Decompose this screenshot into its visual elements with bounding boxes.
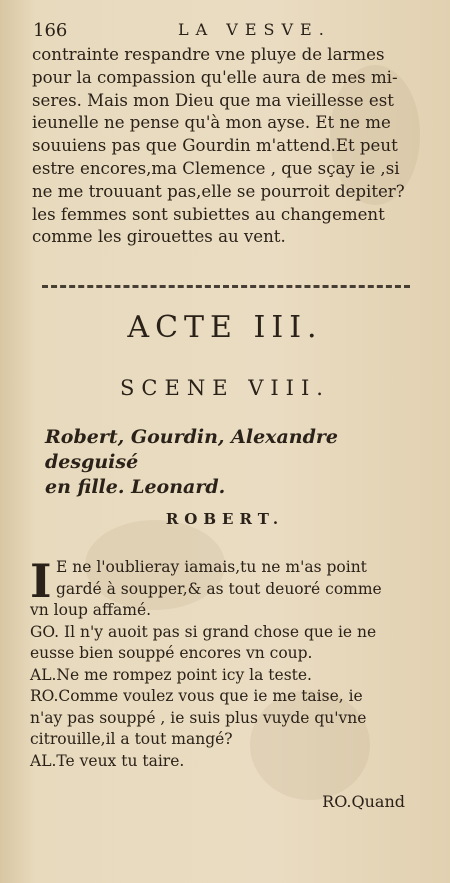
prose-line: les femmes sont subiettes au changement bbox=[32, 204, 385, 224]
opening-lines bbox=[30, 557, 425, 600]
prose-line: pour la compassion qu'elle aura de mes mi- bbox=[32, 67, 398, 87]
prose-line: ieunelle ne pense qu'à mon ayse. Et ne me bbox=[32, 113, 391, 133]
prose-line: seres. Mais mon Dieu que ma vieillesse est bbox=[32, 90, 394, 110]
cast-list bbox=[45, 425, 405, 500]
prose-line: contrainte respandre vne pluye de larmes bbox=[32, 45, 385, 64]
speaker-heading: ROBERT. bbox=[165, 510, 285, 528]
dialogue-line: RO.Comme voulez vous que ie me taise, ie bbox=[30, 687, 363, 705]
dialogue-line: gardé à soupper,& as tout deuoré comme bbox=[56, 579, 382, 598]
page-number: 166 bbox=[33, 20, 68, 41]
dialogue-line: eusse bien souppé encores vn coup. bbox=[30, 644, 313, 662]
page-header bbox=[33, 20, 430, 44]
dialogue-line: citrouille,il a tout mangé? bbox=[30, 730, 233, 748]
prose-paragraph bbox=[32, 44, 422, 249]
cast-line: en fille. Leonard. bbox=[45, 476, 226, 498]
prose-line: estre encores,ma Clemence , que sçay ie ,si bbox=[32, 158, 400, 178]
dialogue-line: n'ay pas souppé , ie suis plus vuyde qu'vne bbox=[30, 708, 367, 727]
prose-line: souuiens pas que Gourdin m'attend.Et peut bbox=[32, 136, 398, 156]
section-divider bbox=[42, 285, 410, 292]
dialogue-line: GO. Il n'y auoit pas si grand chose que ie ne bbox=[30, 622, 377, 641]
scene-title: SCENE VIII. bbox=[120, 376, 330, 400]
running-title: LA VESVE. bbox=[178, 20, 331, 39]
drop-cap: I bbox=[30, 554, 52, 608]
prose-line: ne me trouuant pas,elle se pourroit depiter? bbox=[32, 181, 405, 201]
cast-line: Robert, Gourdin, Alexandre desguisé bbox=[45, 426, 339, 473]
dialogue-line: AL.Ne me rompez point icy la teste. bbox=[30, 665, 312, 684]
dialogue-line: vn loup affamé. bbox=[30, 601, 152, 619]
prose-line: comme les girouettes au vent. bbox=[32, 227, 286, 247]
dialogue-line: E ne l'oublieray iamais,tu ne m'as point bbox=[56, 558, 367, 576]
act-title: ACTE III. bbox=[127, 310, 323, 345]
dialogue-line: AL.Te veux tu taire. bbox=[30, 751, 185, 770]
catchword: RO.Quand bbox=[322, 792, 405, 811]
dialogue-block bbox=[30, 554, 425, 772]
